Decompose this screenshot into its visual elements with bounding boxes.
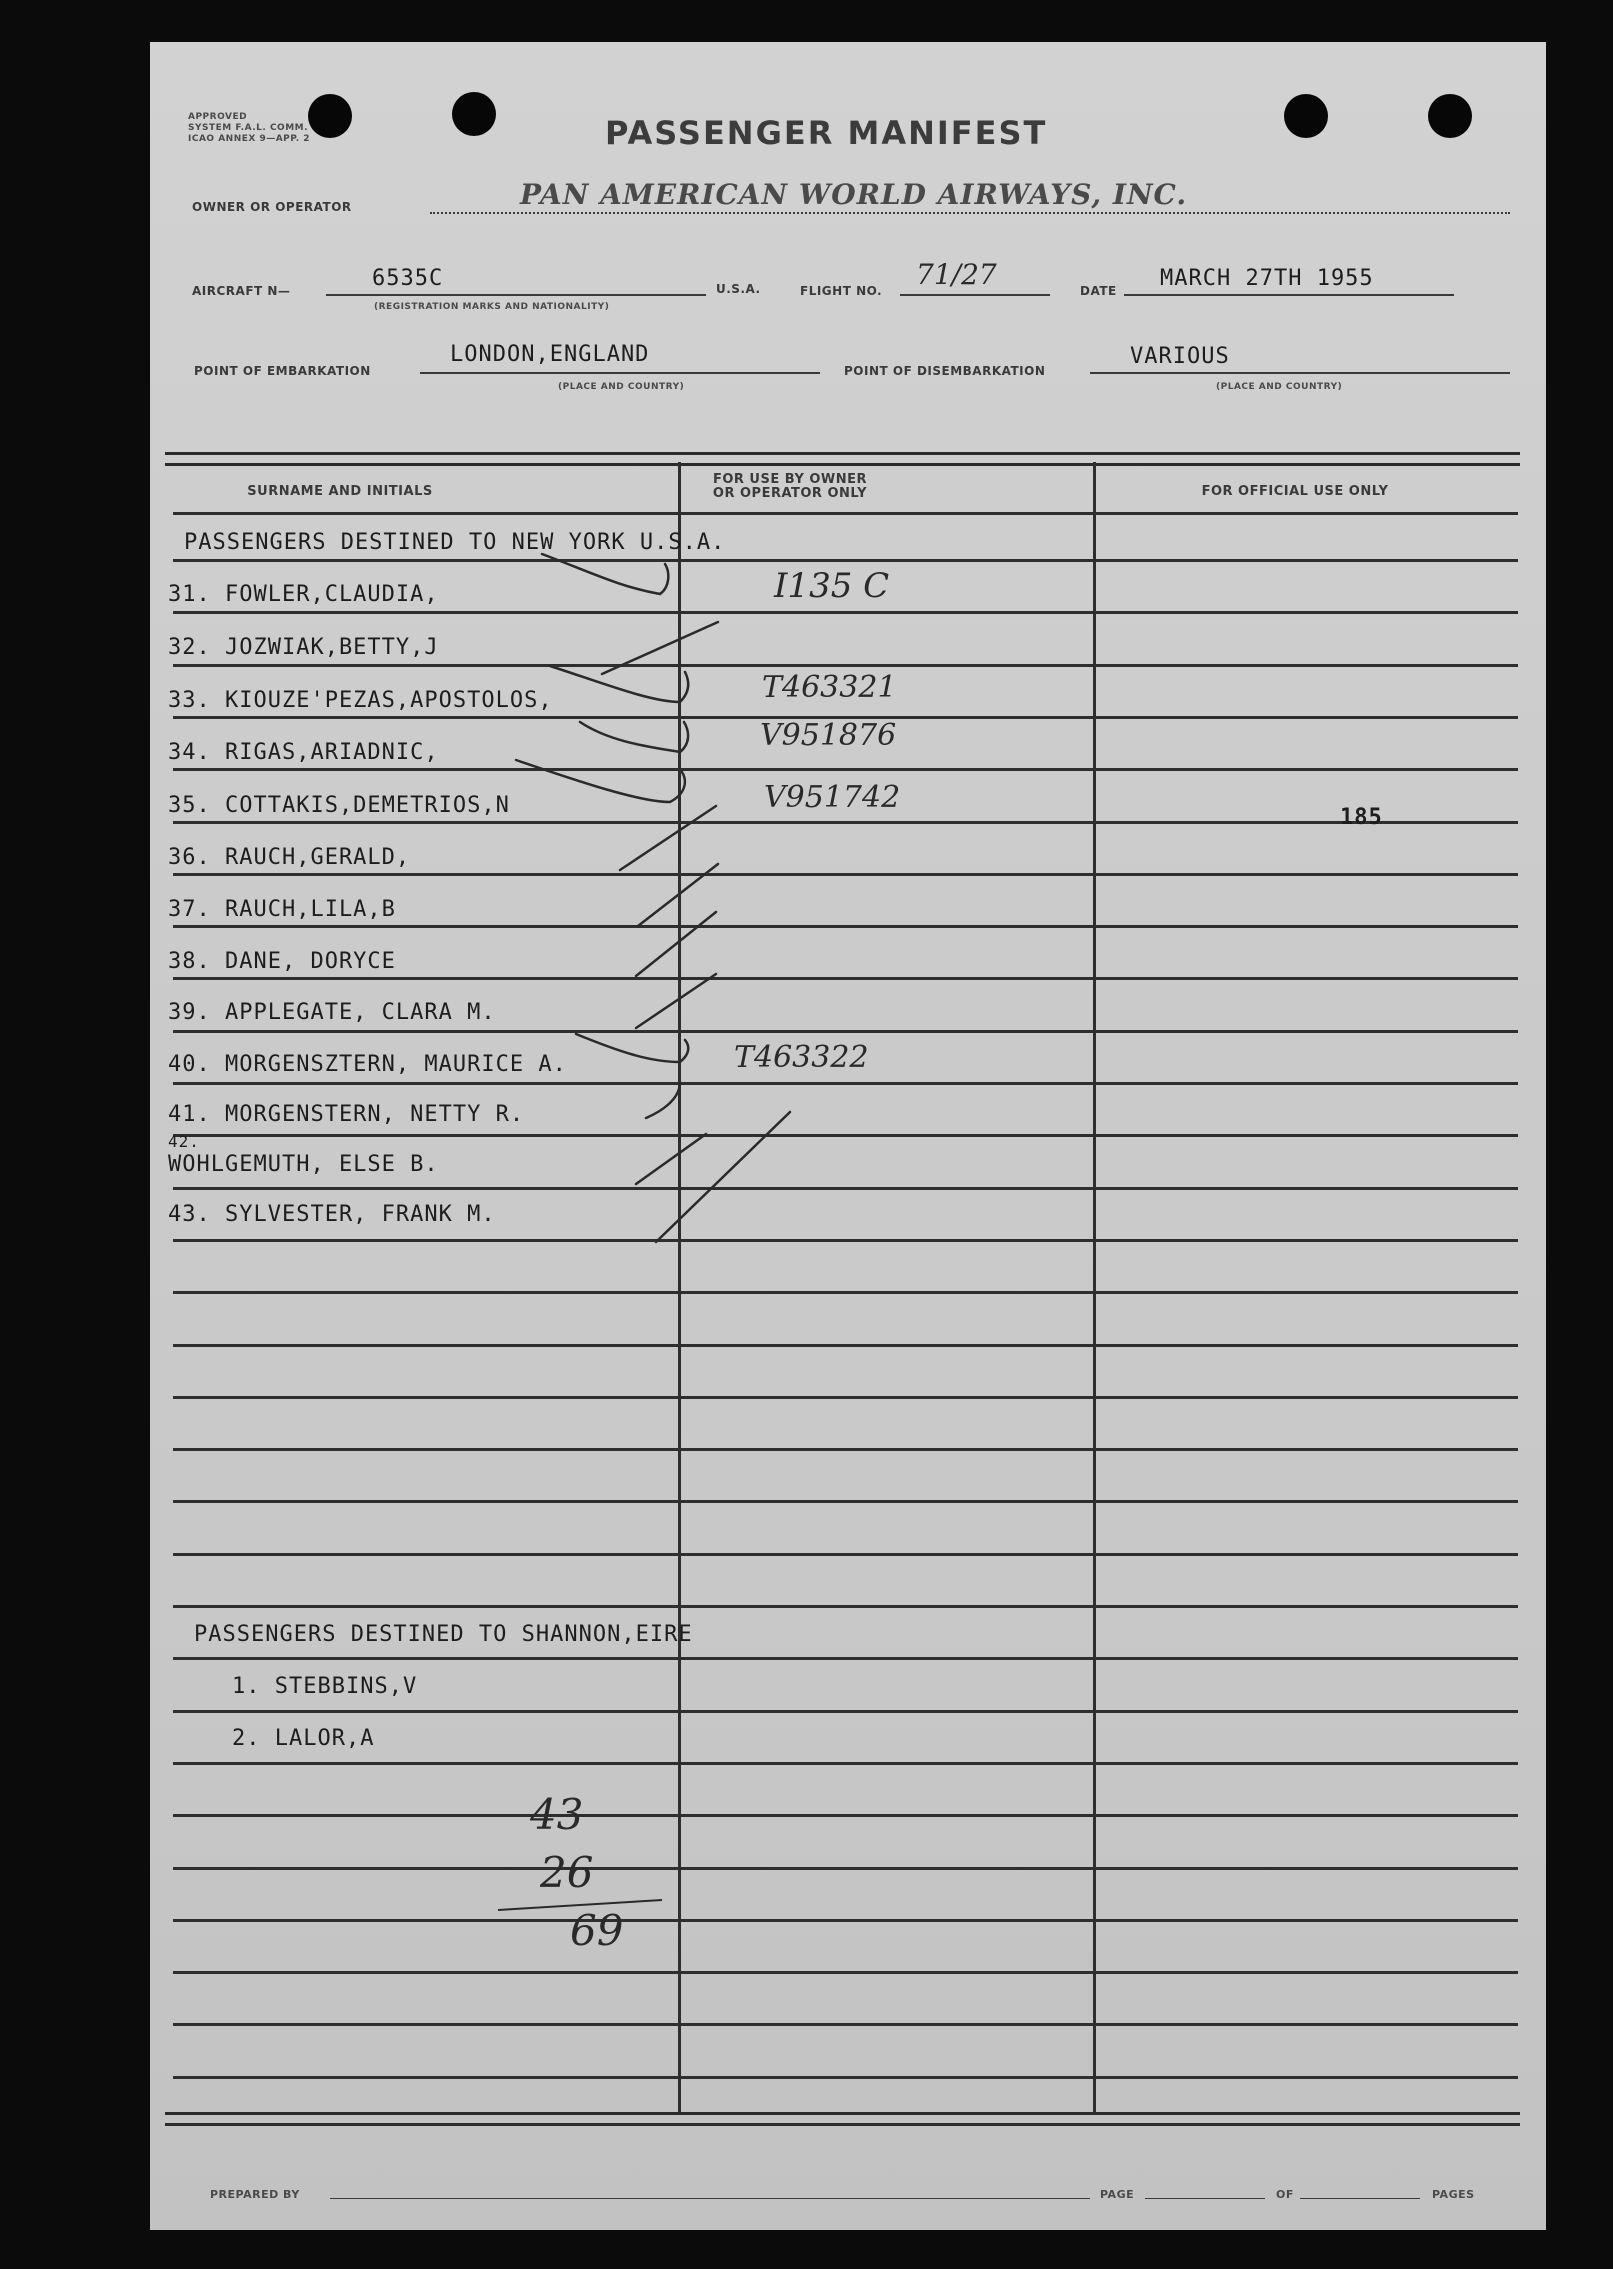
- column-header-owner-line2: OR OPERATOR ONLY: [712, 486, 868, 501]
- manifest-sheet: [150, 42, 1546, 2230]
- check-mark: [602, 622, 718, 674]
- approval-line: APPROVED: [188, 112, 248, 122]
- prepared-by-label: PREPARED BY: [210, 2188, 300, 2201]
- passenger-name: 41. MORGENSTERN, NETTY R.: [168, 1102, 525, 1127]
- passenger-name: 37. RAUCH,LILA,B: [168, 897, 396, 922]
- usa-label: U.S.A.: [716, 282, 761, 296]
- embark-caption: (PLACE AND COUNTRY): [558, 382, 685, 392]
- owner-label: OWNER OR OPERATOR: [192, 200, 352, 214]
- aircraft-label: AIRCRAFT N—: [192, 284, 291, 298]
- passenger-name: 40. MORGENSZTERN, MAURICE A.: [168, 1052, 567, 1077]
- owner-value: PAN AMERICAN WORLD AIRWAYS, INC.: [520, 178, 1188, 211]
- passenger-name: 32. JOZWIAK,BETTY,J: [168, 635, 439, 660]
- tally-value: 69: [570, 1906, 624, 1955]
- page-label: PAGE: [1100, 2188, 1135, 2201]
- tally-value: 26: [540, 1848, 594, 1897]
- disembark-value: VARIOUS: [1130, 344, 1230, 369]
- passenger-name: 36. RAUCH,GERALD,: [168, 845, 411, 870]
- check-mark: [542, 554, 668, 594]
- passenger-name: 34. RIGAS,ARIADNIC,: [168, 740, 439, 765]
- check-marks-overlay: [150, 42, 1546, 2230]
- passenger-name: 35. COTTAKIS,DEMETRIOS,N: [168, 793, 510, 818]
- check-mark: [636, 1134, 706, 1184]
- tally-value: 43: [530, 1790, 584, 1839]
- passenger-name: 1. STEBBINS,V: [232, 1674, 418, 1699]
- approval-line: SYSTEM F.A.L. COMM.: [188, 123, 309, 133]
- check-mark: [646, 1082, 680, 1118]
- of-label: OF: [1276, 2188, 1294, 2201]
- check-mark: [636, 974, 716, 1028]
- page-underline: [1145, 2198, 1265, 2199]
- owner-note: I135 C: [774, 566, 890, 606]
- check-mark: [550, 666, 688, 702]
- aircraft-value: 6535C: [372, 266, 444, 291]
- section-heading-new-york: PASSENGERS DESTINED TO NEW YORK U.S.A.: [184, 530, 726, 555]
- column-header-surname: SURNAME AND INITIALS: [247, 484, 433, 499]
- passenger-number: 42.: [168, 1132, 200, 1151]
- page-title: PASSENGER MANIFEST: [605, 114, 1048, 152]
- of-underline: [1300, 2198, 1420, 2199]
- check-mark: [580, 722, 688, 752]
- flight-label: FLIGHT NO.: [800, 284, 883, 298]
- passenger-name: 38. DANE, DORYCE: [168, 949, 396, 974]
- embark-value: LONDON,ENGLAND: [450, 342, 650, 367]
- check-mark: [620, 806, 716, 870]
- column-header-owner-line1: FOR USE BY OWNER: [712, 472, 868, 487]
- check-mark: [576, 1034, 688, 1062]
- flight-value: 71/27: [916, 258, 997, 291]
- check-mark: [638, 864, 718, 926]
- check-mark: [656, 1112, 790, 1242]
- table-bottom-rule: [165, 2112, 1520, 2126]
- passenger-name: WOHLGEMUTH, ELSE B.: [168, 1152, 439, 1177]
- pages-label: PAGES: [1432, 2188, 1475, 2201]
- passenger-name: 2. LALOR,A: [232, 1726, 375, 1751]
- date-label: DATE: [1080, 284, 1117, 298]
- owner-note: T463321: [762, 670, 897, 705]
- disembark-label: POINT OF DISEMBARKATION: [844, 364, 1046, 378]
- column-header-official: FOR OFFICIAL USE ONLY: [1201, 484, 1389, 499]
- prepared-by-underline: [330, 2198, 1090, 2199]
- passenger-name: 43. SYLVESTER, FRANK M.: [168, 1202, 496, 1227]
- section-heading-shannon: PASSENGERS DESTINED TO SHANNON,EIRE: [194, 1622, 693, 1647]
- owner-note: T463322: [734, 1040, 869, 1075]
- official-value: 185: [1340, 805, 1383, 830]
- owner-note: V951742: [764, 780, 901, 815]
- check-mark: [636, 912, 716, 976]
- passenger-name: 33. KIOUZE'PEZAS,APOSTOLOS,: [168, 688, 553, 713]
- passenger-name: 31. FOWLER,CLAUDIA,: [168, 582, 439, 607]
- disembark-caption: (PLACE AND COUNTRY): [1216, 382, 1343, 392]
- embark-label: POINT OF EMBARKATION: [194, 364, 371, 378]
- registration-caption: (REGISTRATION MARKS AND NATIONALITY): [374, 302, 610, 312]
- check-mark: [516, 760, 685, 802]
- approval-line: ICAO ANNEX 9—APP. 2: [188, 134, 311, 144]
- date-value: MARCH 27TH 1955: [1160, 266, 1374, 291]
- owner-note: V951876: [760, 718, 897, 753]
- passenger-name: 39. APPLEGATE, CLARA M.: [168, 1000, 496, 1025]
